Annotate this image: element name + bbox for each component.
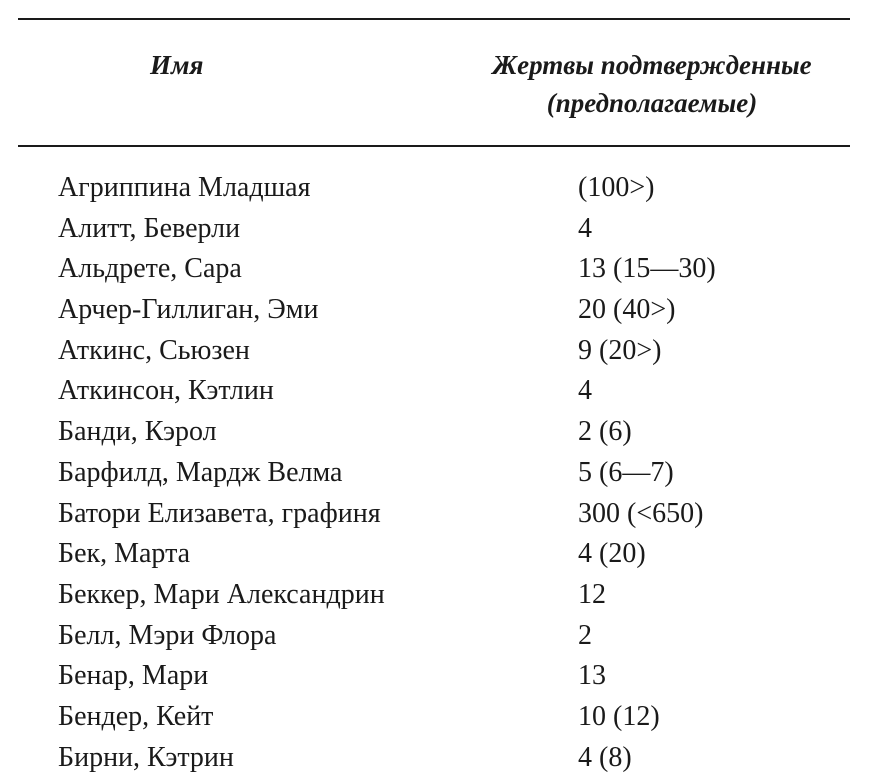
table-top-rule (18, 18, 850, 20)
row-victims: 4 (578, 375, 592, 407)
row-name: Алитт, Беверли (58, 212, 241, 244)
table-row (0, 494, 896, 535)
header-name: Имя (150, 50, 204, 80)
row-name: Бирни, Кэтрин (58, 741, 234, 773)
table-header-rule (18, 145, 850, 147)
table-row (0, 697, 896, 738)
table-row (0, 738, 896, 779)
table-row (0, 656, 896, 697)
row-name: Банди, Кэрол (58, 416, 217, 448)
row-victims: 9 (20>) (578, 334, 662, 366)
row-name: Бек, Марта (58, 538, 191, 570)
row-name: Барфилд, Мардж Велма (58, 456, 343, 488)
row-name: Альдрете, Сара (58, 253, 242, 285)
table-row (0, 331, 896, 372)
table-body (0, 168, 896, 778)
row-victims: 13 (15—30) (578, 253, 716, 285)
row-victims: 13 (578, 660, 606, 692)
row-name: Белл, Мэри Флора (58, 619, 277, 651)
row-victims: 10 (12) (578, 700, 660, 732)
header-victims-line2: (предполагаемые) (546, 88, 758, 118)
row-victims: 300 (<650) (578, 497, 704, 529)
row-victims: 12 (578, 578, 606, 610)
row-victims: 4 (578, 212, 592, 244)
row-name: Агриппина Младшая (58, 172, 311, 203)
row-name: Батори Елизавета, графиня (58, 497, 381, 529)
row-victims: 2 (578, 619, 592, 651)
row-name: Аткинс, Сьюзен (58, 334, 250, 366)
table-row (0, 412, 896, 453)
table-row (0, 168, 896, 209)
row-victims: 20 (40>) (578, 294, 676, 326)
header-victims-line1: Жертвы подтвержденные (492, 50, 812, 80)
table-row (0, 616, 896, 657)
row-victims: 2 (6) (578, 416, 632, 448)
table-row (0, 209, 896, 250)
table-row (0, 371, 896, 412)
table-row (0, 290, 896, 331)
row-victims: (100>) (578, 172, 655, 203)
row-name: Бендер, Кейт (58, 700, 214, 732)
row-victims: 5 (6—7) (578, 456, 674, 488)
row-name: Бенар, Мари (58, 660, 209, 692)
header-victims (462, 46, 842, 122)
row-victims: 4 (8) (578, 741, 632, 773)
row-name: Беккер, Мари Александрин (58, 578, 385, 610)
row-name: Аткинсон, Кэтлин (58, 375, 274, 407)
row-name: Арчер-Гиллиган, Эми (58, 294, 319, 326)
row-victims: 4 (20) (578, 538, 646, 570)
table-row (0, 575, 896, 616)
table-row (0, 453, 896, 494)
table-row (0, 534, 896, 575)
table-row (0, 249, 896, 290)
